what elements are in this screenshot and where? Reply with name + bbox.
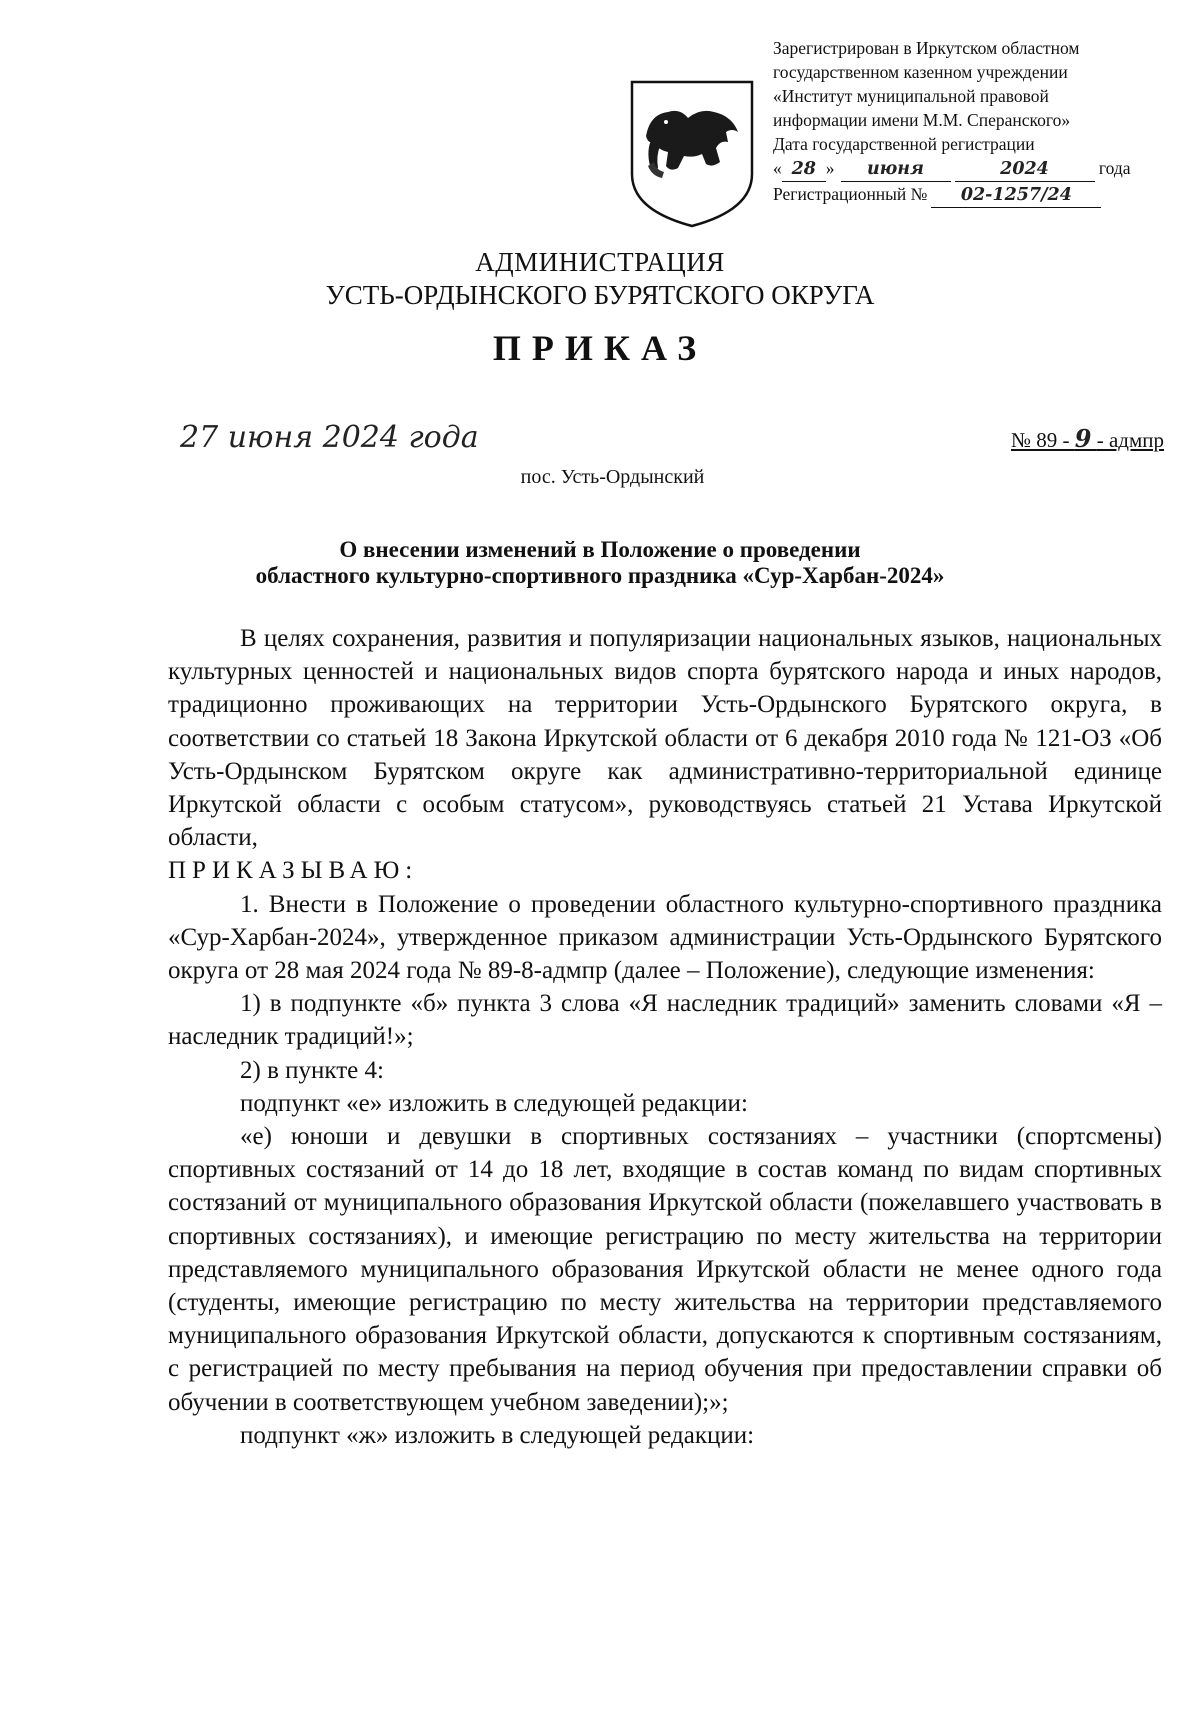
document-number xyxy=(1011,424,1164,453)
document-body xyxy=(168,622,1162,1452)
registration-line: Дата государственной регистрации xyxy=(773,134,1035,154)
clause-paragraph: «е) юноши и девушки в спортивных состязаниях – участники (спортсмены) спортивных состязаний от 14 до 18 лет, входящие в состав команд по видам спортивных состязаний от муниципального образования Иркутской области (пожелавшего участвовать в спортивных состязаниях), и имеющие регистрацию по месту жительства на территории представляемого муниципального образования Иркутской области не менее одного года (студенты, имеющие регистрацию по месту жительства на территории представляемого муниципального образования Иркутской области, допускаются к спортивным состязаниям, с регистрацией по месту пребывания на период обучения при предоставлении справки об обучении в соответствующем учебном заведении);»; xyxy=(168,1123,1162,1416)
registration-day: 28 xyxy=(782,157,826,182)
clause-paragraph: 1. Внести в Положение о проведении областного культурно-спортивного праздника «Сур-Харбан-2024», утвержденное приказом администрации Усть-Ордынского Бурятского округа от 28 мая 2024 года № 89-8-адмпр (далее – Положение), следующие изменения: xyxy=(168,890,1162,985)
registration-date xyxy=(773,156,1153,182)
registration-line: «Институт муниципальной правовой xyxy=(773,86,1049,106)
registration-month: июня xyxy=(841,157,951,182)
registration-line: Зарегистрирован в Иркутском областном xyxy=(773,38,1080,58)
organization-name: АДМИНИСТРАЦИЯ xyxy=(475,247,725,277)
clause-paragraph: 2) в пункте 4: xyxy=(240,1056,384,1084)
preamble-paragraph: В целях сохранения, развития и популяризации национальных языков, национальных культурных ценностей и национальных видов спорта бурятского народа и иных народов, традиционно проживающих на территории Усть-Ордынского Бурятского округа, в соответствии со статьей 18 Закона Иркутской области от 6 декабря 2010 года № 121-ОЗ «Об Усть-Ордынском Бурятском округе как административно-территориальной единице Иркутской области с особым статусом», руководствуясь статьей 21 Устава Иркутской области, xyxy=(168,625,1162,852)
registration-number-label: Регистрационный № xyxy=(773,184,928,204)
number-suffix: - адмпр xyxy=(1096,428,1164,452)
clause-paragraph: 1) в подпункте «б» пункта 3 слова «Я наследник традиций» заменить словами «Я – наследник традиций!»; xyxy=(168,990,1162,1051)
registration-number xyxy=(773,182,1153,208)
document-type-title: ПРИКАЗ xyxy=(492,328,708,368)
registration-line: информации имени М.М. Сперанского» xyxy=(773,110,1071,130)
document-subject xyxy=(0,537,1200,589)
registration-year-suffix: года xyxy=(1098,158,1131,178)
document-date: 27 июня 2024 года xyxy=(180,420,479,455)
order-word: ПРИКАЗЫВАЮ: xyxy=(168,857,419,885)
subject-line: О внесении изменений в Положение о проведении xyxy=(339,537,861,562)
date-close-quote: » xyxy=(825,158,835,178)
registration-line: государственном казенном учреждении xyxy=(773,62,1068,82)
date-open-quote: « xyxy=(773,158,782,178)
coat-of-arms-emblem xyxy=(628,78,756,230)
registration-stamp xyxy=(773,36,1153,208)
subject-line: областного культурно-спортивного праздника «Сур-Харбан-2024» xyxy=(255,563,945,588)
clause-paragraph: подпункт «е» изложить в следующей редакции: xyxy=(240,1089,748,1117)
number-handwritten: 9 xyxy=(1074,424,1092,453)
document-place: пос. Усть-Ордынский xyxy=(520,466,705,488)
organization-name-line2: УСТЬ-ОРДЫНСКОГО БУРЯТСКОГО ОКРУГА xyxy=(325,280,875,310)
clause-paragraph: подпункт «ж» изложить в следующей редакции: xyxy=(240,1421,755,1449)
number-prefix: № 89 - xyxy=(1010,428,1070,452)
registration-year: 2024 xyxy=(955,157,1095,182)
registration-number-value: 02-1257/24 xyxy=(931,183,1101,208)
